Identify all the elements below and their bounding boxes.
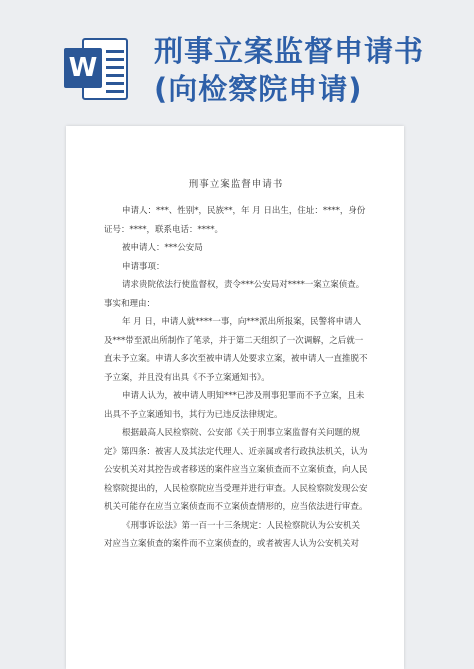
paragraph-applicant: 申请人：***、性别*，民族**，年 月 日出生，住址：****，身份证号：****，联系电话：****。 (104, 206, 366, 235)
paragraph-legal-basis: 根据最高人民检察院、公安部《关于刑事立案监督有关问题的规定》第四条：被害人及其法定代理人、近亲属或者行政执法机关，认为公安机关对其控告或者移送的案件应当立案侦查而不立案侦查，向人民检察院提出的，人民检察院应当受理并进行审查。人民检察院发现公安机关可能存在应当立案侦查而不立案侦查情形的，应当依法进行审查。 (104, 428, 368, 512)
paragraph-request: 请求贵院依法行使监督权，责令***公安局对****一案立案侦查。事实和理由： (104, 280, 365, 309)
word-badge-icon: W (64, 48, 102, 88)
paragraph-opinion: 申请人认为，被申请人明知***已涉及刑事犯罪而不予立案，且未出具不予立案通知书，其行为已违反法律规定。 (104, 391, 365, 420)
paragraph-criminal-procedure-law: 《刑事诉讼法》第一百一十三条规定：人民检察院认为公安机关对应当立案侦查的案件而不立案侦查的，或者被害人认为公安机关对 (104, 520, 361, 549)
paragraph-request-label: 申请事项： (122, 261, 165, 272)
page-heading: 刑事立案监督申请书 (188, 179, 284, 190)
document-page (66, 126, 404, 669)
header-banner (0, 0, 474, 118)
paragraph-respondent: 被申请人：***公安局 (122, 243, 203, 253)
paragraph-facts: 年 月 日，申请人就****一事，向***派出所报案，民警将申请人及***带至派出所制作了笔录，并于第二天组织了一次调解，之后就一直未予立案。申请人多次至被申请人处要求立案，被申请人一直推脱不予立案，并且没有出具《不予立案通知书》。 (104, 317, 368, 383)
word-document-icon (60, 34, 132, 106)
document-title: 刑事立案监督申请书(向检察院申请) (154, 34, 425, 106)
